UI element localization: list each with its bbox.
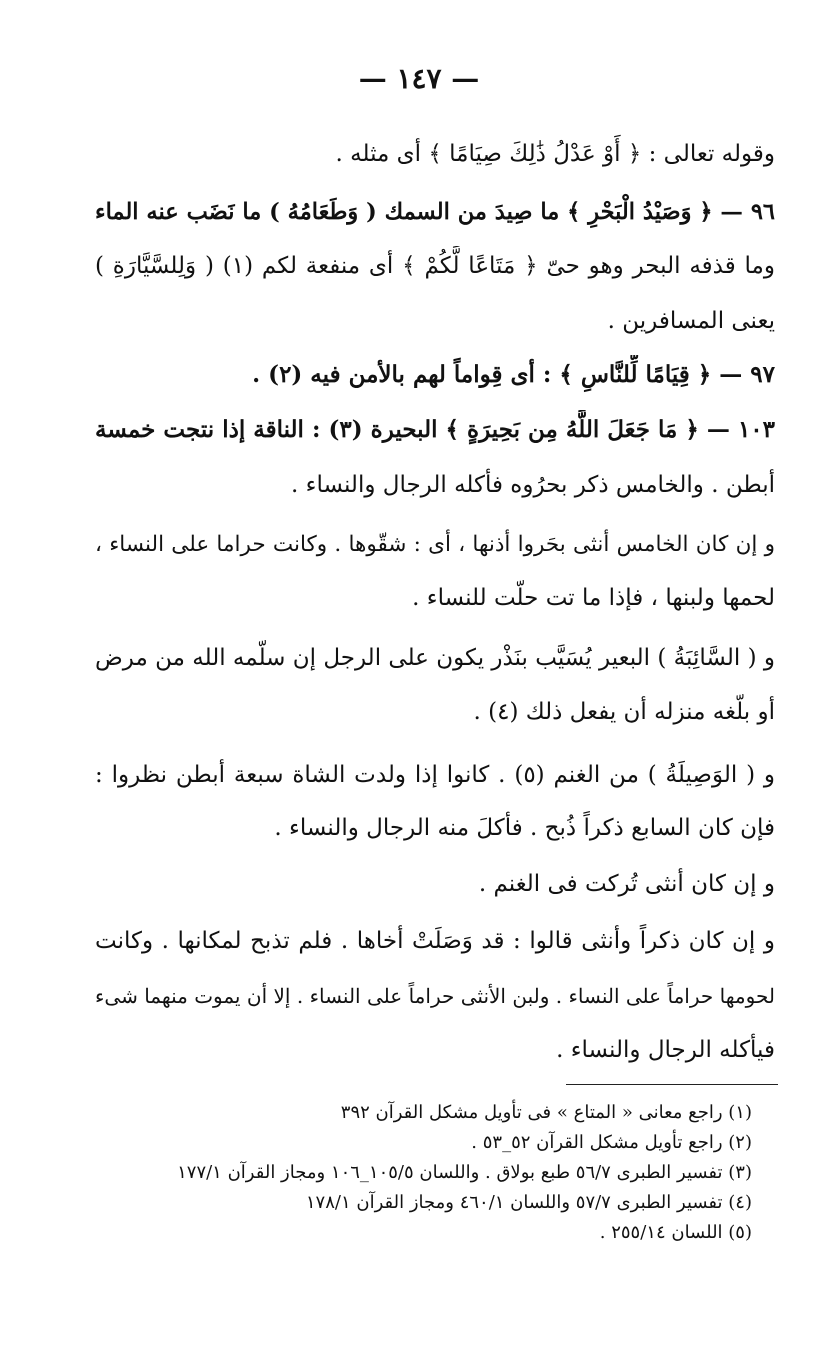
text-line: لحمها ولبنها ، فإذا ما تت حلّت للنساء . <box>412 585 775 611</box>
footnote: (٣) تفسير الطبرى ٥٦/٧ طبع بولاق . واللسان ١٠٥/٥_١٠٦ ومجاز القرآن ١٧٧/١ <box>177 1162 752 1183</box>
text-line: ١٠٣ — ﴿ مَا جَعَلَ اللَّهُ مِن بَحِيرَةٍ ﴾ البحيرة (٣) : الناقة إذا نتجت خمسة <box>95 416 775 443</box>
text-line: أبطن . والخامس ذكر بحرُوه فأكله الرجال والنساء . <box>291 472 775 498</box>
text-line: فإن كان السابع ذكراً ذُبح . فأكلَ منه الرجال والنساء . <box>274 815 775 841</box>
text-line: ٩٦ — ﴿ وَصَيْدُ الْبَحْرِ ﴾ ما صِيدَ من السمك ( وَطَعَامُهُ ) ما نَضَب عنه الماء <box>95 199 775 225</box>
text-line: و ( الوَصِيلَةُ ) من الغنم (٥) . كانوا إذا ولدت الشاة سبعة أبطن نظروا : <box>95 762 775 788</box>
text-line: فيأكله الرجال والنساء . <box>556 1037 775 1063</box>
text-line: أو بلّغه منزله أن يفعل ذلك (٤) . <box>473 699 775 725</box>
footnote: (١) راجع معانى « المتاع » فى تأويل مشكل القرآن ٣٩٢ <box>340 1102 752 1123</box>
text-line: و إن كان ذكراً وأنثى قالوا : قد وَصَلَتْ أخاها . فلم تذبح لمكانها . وكانت <box>95 928 775 954</box>
text-line: وما قذفه البحر وهو حىّ ﴿ مَتَاعًا لَّكُمْ ﴾ أى منفعة لكم (١) ( وَلِلسَّيَّارَةِ ) <box>95 253 775 279</box>
footnote-divider <box>566 1084 778 1085</box>
footnote: (٢) راجع تأويل مشكل القرآن ٥٢_٥٣ . <box>471 1132 752 1153</box>
text-line: لحومها حراماً على النساء . ولبن الأنثى حراماً على النساء . إلا أن يموت منهما شىء <box>95 984 775 1008</box>
text-line: وقوله تعالى : ﴿ أَوْ عَدْلُ ذَٰلِكَ صِيَامًا ﴾ أى مثله . <box>335 141 775 167</box>
text-line: ٩٧ — ﴿ قِيَامًا لِّلنَّاسِ ﴾ : أى قِواماً لهم بالأمن فيه (٢) . <box>252 361 775 388</box>
text-line: و إن كان الخامس أنثى بحَروا أذنها ، أى : شقّوها . وكانت حراما على النساء ، <box>95 532 775 557</box>
text-line: و ( السَّائِبَةُ ) البعير يُسَيَّب بنَذْر يكون على الرجل إن سلّمه الله من مرض <box>95 645 775 671</box>
page-number: — ١٤٧ — <box>358 62 480 95</box>
text-line: يعنى المسافرين . <box>607 308 775 334</box>
footnote: (٤) تفسير الطبرى ٥٧/٧ واللسان ٤٦٠/١ ومجاز القرآن ١٧٨/١ <box>305 1192 752 1213</box>
text-line: و إن كان أنثى تُركت فى الغنم . <box>478 871 775 897</box>
footnote: (٥) اللسان ٢٥٥/١٤ . <box>599 1222 752 1243</box>
